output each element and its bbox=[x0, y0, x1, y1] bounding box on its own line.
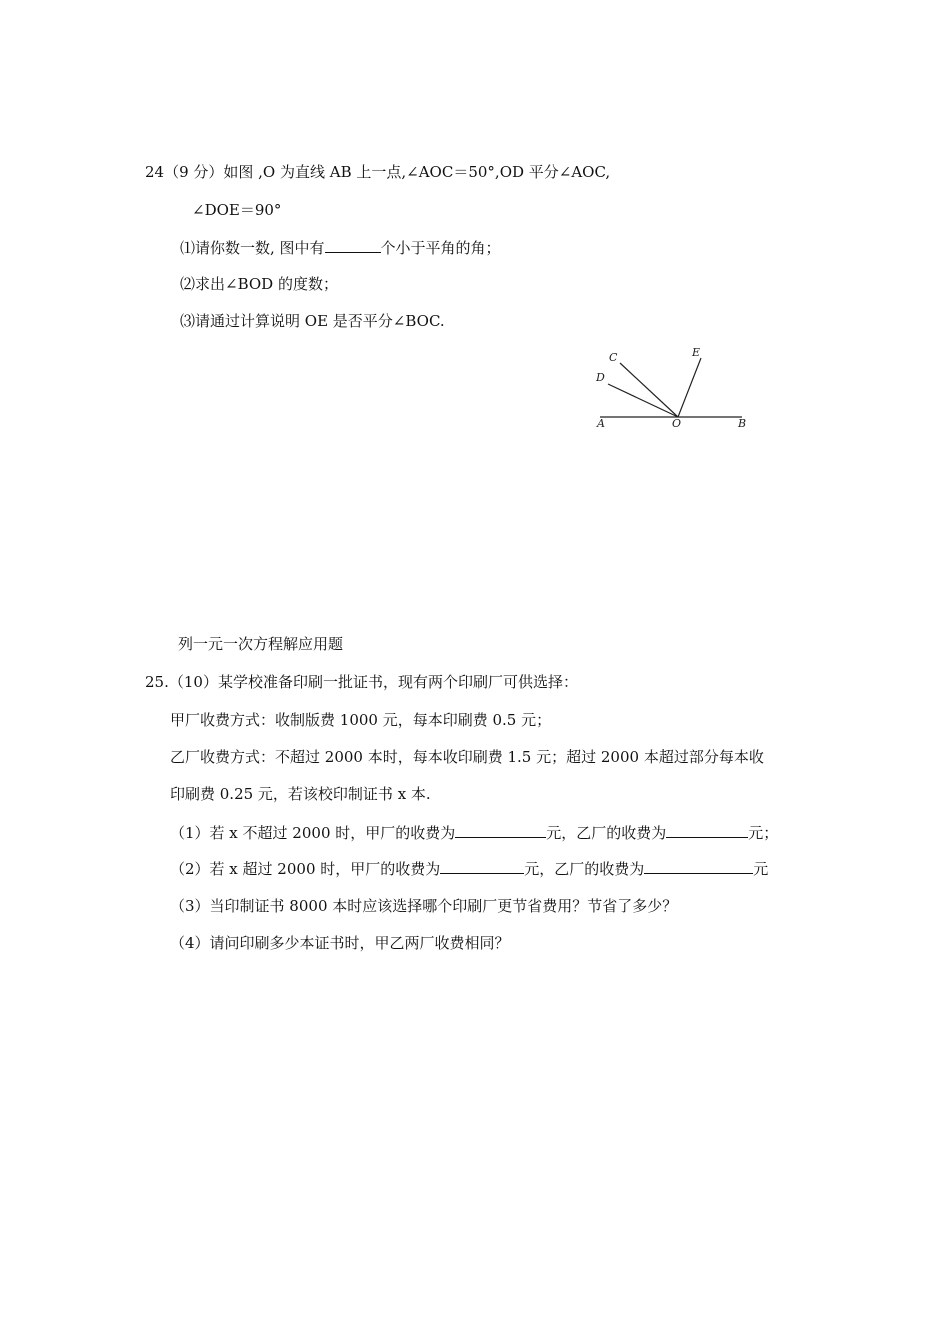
q25-part1-c: 元； bbox=[748, 824, 779, 842]
label-E: E bbox=[692, 346, 701, 359]
q24-part1-prefix: ⑴请你数一数, 图中有 bbox=[180, 239, 325, 257]
q24-part1 bbox=[180, 237, 501, 258]
label-B: B bbox=[738, 417, 747, 430]
q25-part1-a: （1）若 x 不超过 2000 时，甲厂的收费为 bbox=[170, 824, 456, 842]
q25-part4: （4）请问印刷多少本证书时，甲乙两厂收费相同？ bbox=[170, 934, 510, 952]
q25-part2 bbox=[170, 858, 768, 879]
q24-part1-suffix: 个小于平角的角； bbox=[380, 239, 501, 257]
q24-part3: ⑶请通过计算说明 OE 是否平分∠BOC. bbox=[180, 312, 445, 330]
q24-line2: ∠DOE＝90° bbox=[192, 201, 282, 219]
ray-OE bbox=[678, 358, 701, 417]
answer-blank[interactable] bbox=[440, 858, 524, 874]
answer-blank[interactable] bbox=[455, 822, 546, 838]
ray-OC bbox=[620, 363, 678, 417]
answer-blank[interactable] bbox=[325, 237, 381, 253]
q25-part2-a: （2）若 x 超过 2000 时，甲厂的收费为 bbox=[170, 860, 441, 878]
label-A: A bbox=[597, 417, 605, 430]
answer-blank[interactable] bbox=[666, 822, 748, 838]
q25-line2: 甲厂收费方式：收制版费 1000 元，每本印刷费 0.5 元； bbox=[170, 711, 552, 729]
q24-part2: ⑵求出∠BOD 的度数； bbox=[180, 275, 338, 293]
section-title: 列一元一次方程解应用题 bbox=[178, 635, 344, 653]
q24-line1: 24（9 分）如图 ,O 为直线 AB 上一点,∠AOC＝50°,OD 平分∠AOC, bbox=[145, 163, 611, 181]
label-C: C bbox=[609, 351, 618, 364]
q25-line3: 乙厂收费方式：不超过 2000 本时，每本收印刷费 1.5 元；超过 2000 本超过部分每本收 bbox=[170, 748, 764, 766]
label-D: D bbox=[596, 371, 605, 384]
ray-OD bbox=[608, 384, 678, 417]
q25-part2-c: 元 bbox=[753, 860, 769, 878]
q25-part3: （3）当印制证书 8000 本时应该选择哪个印刷厂更节省费用？节省了多少？ bbox=[170, 897, 678, 915]
q25-line1: 25.（10）某学校准备印刷一批证书，现有两个印刷厂可供选择： bbox=[145, 673, 578, 691]
q25-line4: 印刷费 0.25 元，若该校印制证书 x 本. bbox=[170, 785, 431, 803]
answer-blank[interactable] bbox=[644, 858, 753, 874]
q25-part1-b: 元，乙厂的收费为 bbox=[546, 824, 667, 842]
q25-part2-b: 元，乙厂的收费为 bbox=[524, 860, 645, 878]
label-O: O bbox=[672, 417, 682, 430]
q25-part1 bbox=[170, 822, 778, 843]
angle-figure bbox=[588, 343, 758, 438]
